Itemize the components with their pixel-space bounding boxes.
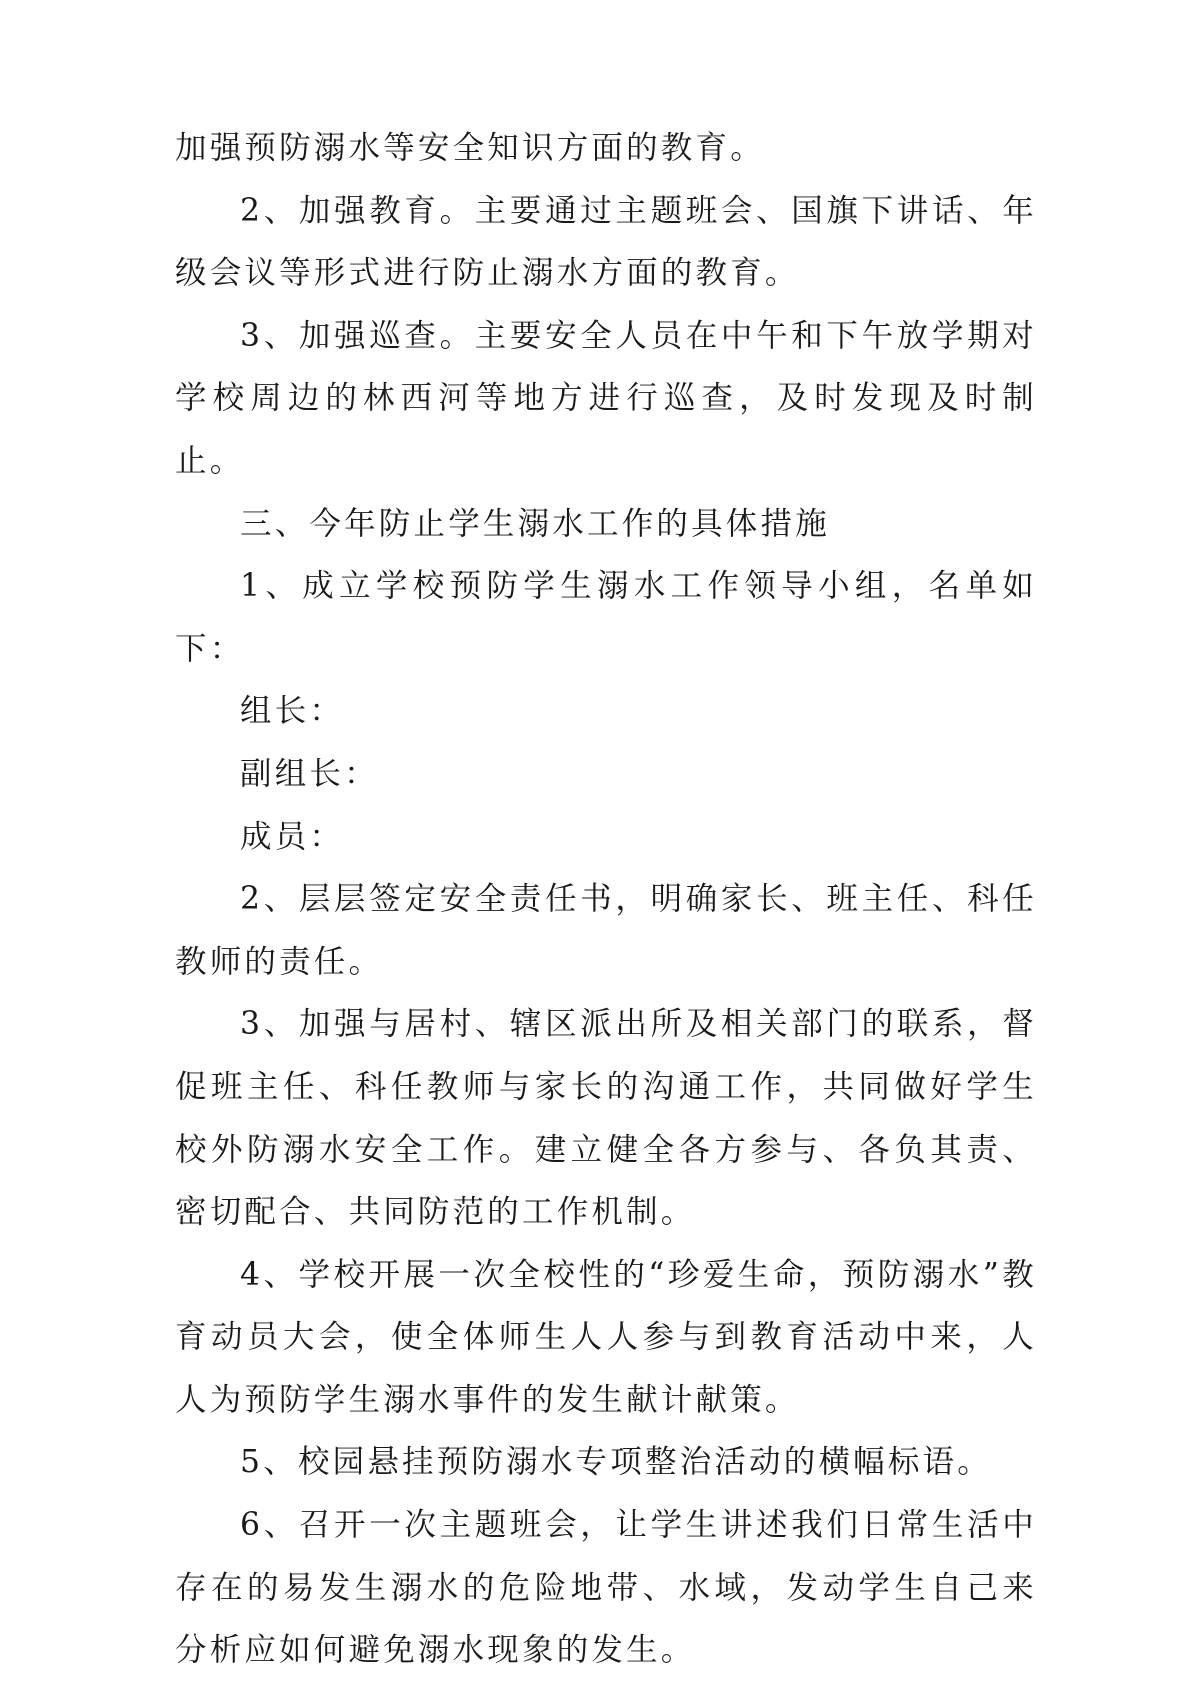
roster-group-leader: 组长：	[240, 693, 345, 730]
paragraph-item-1-leadership-group: 1、成立学校预防学生溺水工作领导小组，名单如下：	[175, 568, 1037, 667]
roster-deputy-leader: 副组长：	[240, 755, 379, 792]
roster-members: 成员：	[240, 818, 345, 855]
paragraph-item-3-patrol: 3、加强巡查。主要安全人员在中午和下午放学期对学校周边的林西河等地方进行巡查，及时发现及时制止。	[175, 317, 1037, 479]
paragraph-item-4-assembly: 4、学校开展一次全校性的“珍爱生命，预防溺水”教育动员大会，使全体师生人人参与到教育活动中来，人人为预防学生溺水事件的发生献计献策。	[175, 1256, 1037, 1418]
document-body	[175, 117, 1037, 1682]
section-heading-measures: 三、今年防止学生溺水工作的具体措施	[240, 505, 830, 542]
paragraph-item-2-education: 2、加强教育。主要通过主题班会、国旗下讲话、年级会议等形式进行防止溺水方面的教育。	[175, 192, 1037, 292]
paragraph-item-5-banner: 5、校园悬挂预防溺水专项整治活动的横幅标语。	[240, 1444, 992, 1481]
paragraph-item-3-cooperation: 3、加强与居村、辖区派出所及相关部门的联系，督促班主任、科任教师与家长的沟通工作，共同做好学生校外防溺水安全工作。建立健全各方参与、各负其责、密切配合、共同防范的工作机制。	[175, 1006, 1037, 1231]
paragraph-item-2-responsibility: 2、层层签定安全责任书，明确家长、班主任、科任教师的责任。	[175, 881, 1037, 980]
paragraph-continuation: 加强预防溺水等安全知识方面的教育。	[175, 130, 765, 166]
paragraph-item-6-class-meeting: 6、召开一次主题班会，让学生讲述我们日常生活中存在的易发生溺水的危险地带、水域，发动学生自己来分析应如何避免溺水现象的发生。	[175, 1507, 1037, 1669]
